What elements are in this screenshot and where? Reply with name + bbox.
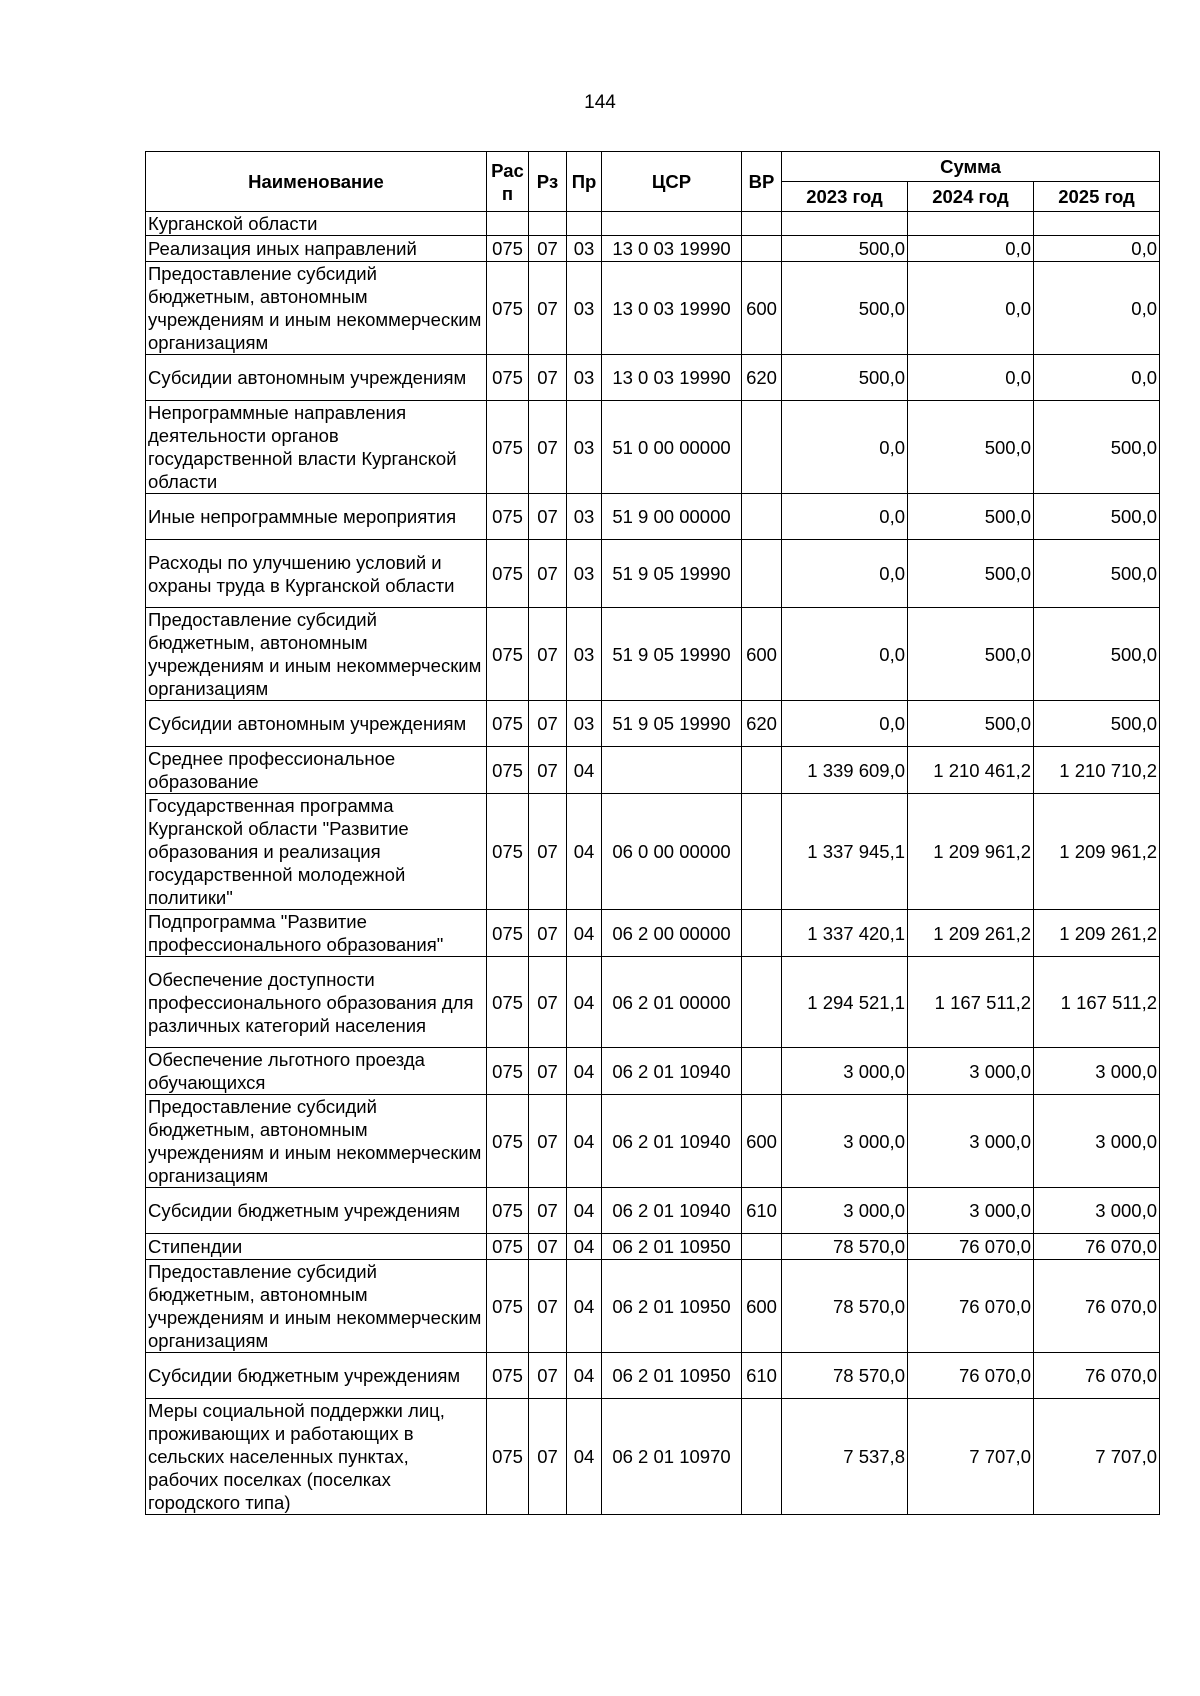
row-amount-2025: 1 210 710,2 bbox=[1034, 747, 1160, 794]
row-amount-2024: 1 167 511,2 bbox=[908, 957, 1034, 1048]
row-csr: 06 2 01 10940 bbox=[602, 1048, 742, 1095]
row-vr bbox=[742, 957, 782, 1048]
header-csr: ЦСР bbox=[602, 152, 742, 212]
row-csr: 51 9 05 19990 bbox=[602, 701, 742, 747]
row-vr bbox=[742, 1048, 782, 1095]
row-amount-2025: 76 070,0 bbox=[1034, 1234, 1160, 1260]
header-name: Наименование bbox=[146, 152, 487, 212]
row-amount-2025: 1 209 961,2 bbox=[1034, 794, 1160, 910]
row-vr: 620 bbox=[742, 701, 782, 747]
row-pr: 03 bbox=[567, 494, 602, 540]
row-pr: 03 bbox=[567, 608, 602, 701]
row-rasp: 075 bbox=[487, 1095, 529, 1188]
row-amount-2023: 500,0 bbox=[782, 355, 908, 401]
row-amount-2025: 76 070,0 bbox=[1034, 1260, 1160, 1353]
row-vr: 620 bbox=[742, 355, 782, 401]
row-vr bbox=[742, 494, 782, 540]
row-pr: 03 bbox=[567, 401, 602, 494]
row-amount-2024: 500,0 bbox=[908, 701, 1034, 747]
row-rz: 07 bbox=[529, 1399, 567, 1515]
row-amount-2024: 3 000,0 bbox=[908, 1095, 1034, 1188]
row-rz: 07 bbox=[529, 1234, 567, 1260]
row-amount-2025: 1 167 511,2 bbox=[1034, 957, 1160, 1048]
row-amount-2023: 0,0 bbox=[782, 701, 908, 747]
row-rz: 07 bbox=[529, 794, 567, 910]
header-vr: ВР bbox=[742, 152, 782, 212]
table-row bbox=[146, 1399, 1160, 1515]
row-vr: 600 bbox=[742, 1095, 782, 1188]
row-rz: 07 bbox=[529, 401, 567, 494]
table-row bbox=[146, 608, 1160, 701]
header-rasp: Рас п bbox=[487, 152, 529, 212]
table-row bbox=[146, 262, 1160, 355]
page-number: 144 bbox=[584, 92, 616, 113]
row-pr: 04 bbox=[567, 794, 602, 910]
row-rasp: 075 bbox=[487, 262, 529, 355]
row-csr: 51 9 05 19990 bbox=[602, 608, 742, 701]
row-rasp: 075 bbox=[487, 701, 529, 747]
row-rasp: 075 bbox=[487, 1234, 529, 1260]
row-name: Предоставление субсидий бюджетным, автономным учреждениям и иным некоммерческим организациям bbox=[146, 262, 487, 355]
row-name: Непрограммные направления деятельности органов государственной власти Курганской области bbox=[146, 401, 487, 494]
table-row bbox=[146, 540, 1160, 608]
row-csr: 06 2 01 10970 bbox=[602, 1399, 742, 1515]
row-rz: 07 bbox=[529, 262, 567, 355]
row-rasp: 075 bbox=[487, 236, 529, 262]
row-amount-2023: 1 337 945,1 bbox=[782, 794, 908, 910]
row-amount-2023: 0,0 bbox=[782, 608, 908, 701]
row-amount-2024: 1 209 261,2 bbox=[908, 910, 1034, 957]
row-csr: 06 2 01 10940 bbox=[602, 1095, 742, 1188]
row-vr bbox=[742, 540, 782, 608]
row-amount-2023: 0,0 bbox=[782, 401, 908, 494]
header-year-2023: 2023 год bbox=[782, 182, 908, 212]
row-rz: 07 bbox=[529, 236, 567, 262]
row-amount-2025: 500,0 bbox=[1034, 540, 1160, 608]
table-row bbox=[146, 1188, 1160, 1234]
header-year-2024: 2024 год bbox=[908, 182, 1034, 212]
row-pr: 03 bbox=[567, 355, 602, 401]
header-rz: Рз bbox=[529, 152, 567, 212]
row-amount-2024: 500,0 bbox=[908, 540, 1034, 608]
row-amount-2025: 3 000,0 bbox=[1034, 1048, 1160, 1095]
row-pr: 04 bbox=[567, 1188, 602, 1234]
row-vr bbox=[742, 1234, 782, 1260]
row-rasp: 075 bbox=[487, 540, 529, 608]
row-rz: 07 bbox=[529, 494, 567, 540]
row-rz: 07 bbox=[529, 701, 567, 747]
row-name: Обеспечение льготного проезда обучающихся bbox=[146, 1048, 487, 1095]
row-csr bbox=[602, 212, 742, 236]
row-amount-2023: 0,0 bbox=[782, 494, 908, 540]
row-rasp: 075 bbox=[487, 1260, 529, 1353]
row-name: Реализация иных направлений bbox=[146, 236, 487, 262]
row-csr: 06 2 00 00000 bbox=[602, 910, 742, 957]
row-amount-2025: 0,0 bbox=[1034, 236, 1160, 262]
table-row bbox=[146, 747, 1160, 794]
row-vr: 600 bbox=[742, 608, 782, 701]
row-csr: 13 0 03 19990 bbox=[602, 236, 742, 262]
row-amount-2025: 1 209 261,2 bbox=[1034, 910, 1160, 957]
row-name: Предоставление субсидий бюджетным, автономным учреждениям и иным некоммерческим организациям bbox=[146, 608, 487, 701]
row-csr: 06 2 01 10950 bbox=[602, 1234, 742, 1260]
row-amount-2025: 500,0 bbox=[1034, 608, 1160, 701]
row-name: Предоставление субсидий бюджетным, автономным учреждениям и иным некоммерческим организациям bbox=[146, 1260, 487, 1353]
row-vr bbox=[742, 1399, 782, 1515]
row-rz: 07 bbox=[529, 1353, 567, 1399]
table-row bbox=[146, 794, 1160, 910]
row-csr: 13 0 03 19990 bbox=[602, 262, 742, 355]
table-row bbox=[146, 1095, 1160, 1188]
budget-table bbox=[145, 151, 1160, 1515]
row-amount-2024: 3 000,0 bbox=[908, 1048, 1034, 1095]
row-pr: 03 bbox=[567, 540, 602, 608]
row-amount-2023: 1 337 420,1 bbox=[782, 910, 908, 957]
row-vr: 610 bbox=[742, 1353, 782, 1399]
row-pr: 04 bbox=[567, 1260, 602, 1353]
table-row bbox=[146, 401, 1160, 494]
row-rz: 07 bbox=[529, 1188, 567, 1234]
row-amount-2023 bbox=[782, 212, 908, 236]
row-csr: 13 0 03 19990 bbox=[602, 355, 742, 401]
row-pr: 04 bbox=[567, 1353, 602, 1399]
row-amount-2024 bbox=[908, 212, 1034, 236]
row-rz: 07 bbox=[529, 608, 567, 701]
table-row bbox=[146, 1234, 1160, 1260]
row-vr: 610 bbox=[742, 1188, 782, 1234]
row-amount-2024: 0,0 bbox=[908, 236, 1034, 262]
table-row bbox=[146, 910, 1160, 957]
header-sum: Сумма bbox=[782, 152, 1160, 182]
row-rasp: 075 bbox=[487, 910, 529, 957]
row-name: Предоставление субсидий бюджетным, автономным учреждениям и иным некоммерческим организациям bbox=[146, 1095, 487, 1188]
row-amount-2024: 500,0 bbox=[908, 608, 1034, 701]
table-body bbox=[146, 212, 1160, 1515]
row-csr: 06 2 01 10940 bbox=[602, 1188, 742, 1234]
row-rz: 07 bbox=[529, 910, 567, 957]
row-pr: 04 bbox=[567, 910, 602, 957]
row-rz: 07 bbox=[529, 1048, 567, 1095]
row-amount-2025: 7 707,0 bbox=[1034, 1399, 1160, 1515]
row-amount-2023: 1 294 521,1 bbox=[782, 957, 908, 1048]
row-rasp: 075 bbox=[487, 494, 529, 540]
row-pr: 03 bbox=[567, 701, 602, 747]
row-name: Государственная программа Курганской области "Развитие образования и реализация государственной молодежной политики" bbox=[146, 794, 487, 910]
row-rasp: 075 bbox=[487, 1188, 529, 1234]
table-header bbox=[146, 152, 1160, 212]
row-name: Стипендии bbox=[146, 1234, 487, 1260]
row-pr: 04 bbox=[567, 957, 602, 1048]
table-row bbox=[146, 236, 1160, 262]
row-csr: 06 2 01 10950 bbox=[602, 1353, 742, 1399]
row-amount-2024: 1 210 461,2 bbox=[908, 747, 1034, 794]
row-csr: 51 0 00 00000 bbox=[602, 401, 742, 494]
row-rz: 07 bbox=[529, 957, 567, 1048]
row-amount-2025: 500,0 bbox=[1034, 494, 1160, 540]
row-name: Обеспечение доступности профессионального образования для различных категорий населения bbox=[146, 957, 487, 1048]
row-vr bbox=[742, 747, 782, 794]
row-amount-2025: 3 000,0 bbox=[1034, 1095, 1160, 1188]
row-rasp: 075 bbox=[487, 1399, 529, 1515]
row-rz: 07 bbox=[529, 1095, 567, 1188]
row-csr: 06 2 01 00000 bbox=[602, 957, 742, 1048]
table-row bbox=[146, 1260, 1160, 1353]
header-year-2025: 2025 год bbox=[1034, 182, 1160, 212]
row-amount-2023: 500,0 bbox=[782, 236, 908, 262]
row-vr bbox=[742, 212, 782, 236]
row-amount-2024: 1 209 961,2 bbox=[908, 794, 1034, 910]
row-csr: 51 9 05 19990 bbox=[602, 540, 742, 608]
row-amount-2025: 0,0 bbox=[1034, 355, 1160, 401]
row-pr: 04 bbox=[567, 1048, 602, 1095]
row-csr bbox=[602, 747, 742, 794]
row-vr: 600 bbox=[742, 262, 782, 355]
row-amount-2024: 0,0 bbox=[908, 262, 1034, 355]
table-row bbox=[146, 1048, 1160, 1095]
row-name: Меры социальной поддержки лиц, проживающих и работающих в сельских населенных пунктах, рабочих поселках (поселках городского типа) bbox=[146, 1399, 487, 1515]
row-rasp: 075 bbox=[487, 957, 529, 1048]
row-rz: 07 bbox=[529, 747, 567, 794]
row-rasp: 075 bbox=[487, 747, 529, 794]
table-row bbox=[146, 701, 1160, 747]
row-amount-2023: 1 339 609,0 bbox=[782, 747, 908, 794]
row-amount-2025: 500,0 bbox=[1034, 401, 1160, 494]
row-csr: 51 9 00 00000 bbox=[602, 494, 742, 540]
row-pr bbox=[567, 212, 602, 236]
row-pr: 03 bbox=[567, 262, 602, 355]
row-pr: 04 bbox=[567, 1095, 602, 1188]
row-amount-2025: 0,0 bbox=[1034, 262, 1160, 355]
row-amount-2025: 500,0 bbox=[1034, 701, 1160, 747]
row-amount-2023: 0,0 bbox=[782, 540, 908, 608]
row-amount-2023: 78 570,0 bbox=[782, 1234, 908, 1260]
table-row bbox=[146, 494, 1160, 540]
row-name: Субсидии бюджетным учреждениям bbox=[146, 1353, 487, 1399]
row-rz: 07 bbox=[529, 355, 567, 401]
row-name: Субсидии бюджетным учреждениям bbox=[146, 1188, 487, 1234]
table-row bbox=[146, 212, 1160, 236]
row-rasp: 075 bbox=[487, 1048, 529, 1095]
row-name: Субсидии автономным учреждениям bbox=[146, 355, 487, 401]
row-amount-2023: 7 537,8 bbox=[782, 1399, 908, 1515]
row-amount-2024: 500,0 bbox=[908, 401, 1034, 494]
row-name: Подпрограмма "Развитие профессионального образования" bbox=[146, 910, 487, 957]
row-rasp: 075 bbox=[487, 1353, 529, 1399]
row-amount-2023: 500,0 bbox=[782, 262, 908, 355]
row-amount-2024: 3 000,0 bbox=[908, 1188, 1034, 1234]
row-name: Иные непрограммные мероприятия bbox=[146, 494, 487, 540]
row-rz: 07 bbox=[529, 1260, 567, 1353]
row-pr: 03 bbox=[567, 236, 602, 262]
row-amount-2024: 500,0 bbox=[908, 494, 1034, 540]
row-rz bbox=[529, 212, 567, 236]
table-row bbox=[146, 957, 1160, 1048]
row-pr: 04 bbox=[567, 1399, 602, 1515]
row-name: Расходы по улучшению условий и охраны труда в Курганской области bbox=[146, 540, 487, 608]
row-amount-2023: 3 000,0 bbox=[782, 1095, 908, 1188]
row-name: Среднее профессиональное образование bbox=[146, 747, 487, 794]
row-amount-2024: 76 070,0 bbox=[908, 1260, 1034, 1353]
row-csr: 06 0 00 00000 bbox=[602, 794, 742, 910]
row-pr: 04 bbox=[567, 1234, 602, 1260]
row-vr: 600 bbox=[742, 1260, 782, 1353]
row-amount-2023: 78 570,0 bbox=[782, 1353, 908, 1399]
row-pr: 04 bbox=[567, 747, 602, 794]
row-amount-2024: 76 070,0 bbox=[908, 1353, 1034, 1399]
row-amount-2024: 76 070,0 bbox=[908, 1234, 1034, 1260]
row-rz: 07 bbox=[529, 540, 567, 608]
row-amount-2023: 3 000,0 bbox=[782, 1188, 908, 1234]
row-amount-2025 bbox=[1034, 212, 1160, 236]
row-vr bbox=[742, 794, 782, 910]
row-name: Субсидии автономным учреждениям bbox=[146, 701, 487, 747]
row-rasp bbox=[487, 212, 529, 236]
row-amount-2025: 76 070,0 bbox=[1034, 1353, 1160, 1399]
row-amount-2025: 3 000,0 bbox=[1034, 1188, 1160, 1234]
row-amount-2024: 7 707,0 bbox=[908, 1399, 1034, 1515]
table-row bbox=[146, 1353, 1160, 1399]
row-amount-2023: 78 570,0 bbox=[782, 1260, 908, 1353]
row-amount-2024: 0,0 bbox=[908, 355, 1034, 401]
header-pr: Пр bbox=[567, 152, 602, 212]
row-rasp: 075 bbox=[487, 401, 529, 494]
row-rasp: 075 bbox=[487, 355, 529, 401]
row-amount-2023: 3 000,0 bbox=[782, 1048, 908, 1095]
row-vr bbox=[742, 401, 782, 494]
row-rasp: 075 bbox=[487, 794, 529, 910]
row-name: Курганской области bbox=[146, 212, 487, 236]
row-rasp: 075 bbox=[487, 608, 529, 701]
row-vr bbox=[742, 236, 782, 262]
row-csr: 06 2 01 10950 bbox=[602, 1260, 742, 1353]
table-row bbox=[146, 355, 1160, 401]
row-vr bbox=[742, 910, 782, 957]
